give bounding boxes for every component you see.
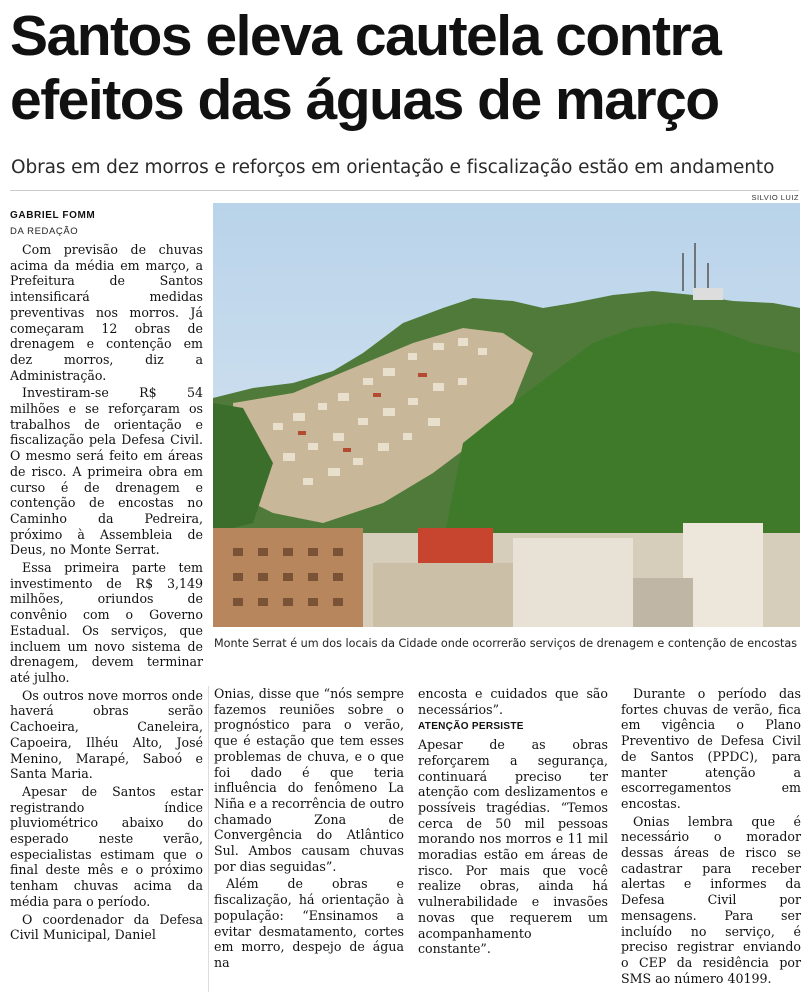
article-column-1	[10, 242, 203, 943]
article-column-3	[418, 686, 608, 957]
photo-caption: Monte Serrat é um dos locais da Cidade onde ocorrerão serviços de drenagem e contenção de encostas	[214, 637, 798, 650]
hilltop-building	[693, 288, 723, 300]
byline: GABRIEL FOMM	[10, 210, 96, 221]
paragraph: Com previsão de chuvas acima da média em março, a Prefeitura de Santos intensificará medidas preventivas nos morros. Já começaram 12 obras de drenagem e contenção em dez morros, diz a Administração.	[10, 242, 203, 383]
byline-desk: DA REDAÇÃO	[10, 226, 79, 237]
paragraph: Onias, disse que “nós sempre fazemos reuniões sobre o prognóstico para o verão, que é estação que tem esses problemas de chuva, e o que foi dado é que teria influência do fenômeno La Niña e a recorrência de outro chamado Zona de Convergência do Atlântico Sul. Ambos causam chuvas por dias seguidas”.	[214, 686, 404, 874]
article-photo	[213, 203, 800, 627]
building-low	[633, 578, 693, 627]
hillside-city-illustration	[213, 203, 800, 627]
deck-divider	[10, 190, 799, 191]
paragraph: O coordenador da Defesa Civil Municipal, Daniel	[10, 911, 203, 943]
section-subhead: ATENÇÃO PERSISTE	[418, 721, 524, 733]
deck-subtitle: Obras em dez morros e reforços em orientação e fiscalização estão em andamento	[11, 157, 775, 178]
building-red	[418, 528, 493, 568]
building-mid	[373, 563, 513, 627]
paragraph: Os outros nove morros onde haverá obras serão Cachoeira, Caneleira, Capoeira, Ilhéu Alto, José Menino, Marapé, Saboó e Santa Maria.	[10, 687, 203, 782]
building-white	[513, 538, 633, 627]
paragraph: Apesar de Santos estar registrando índice pluviométrico abaixo do esperado neste verão, especialistas estimam que o final deste mês e o próximo tenham chuvas acima da média para o período.	[10, 783, 203, 909]
paragraph: Durante o período das fortes chuvas de verão, fica em vigência o Plano Preventivo de Defesa Civil de Santos (PPDC), para manter atenção a escorregamentos em encostas.	[621, 686, 801, 811]
article-column-4	[621, 686, 801, 986]
building-tall	[683, 523, 763, 627]
paragraph: Investiram-se R$ 54 milhões e se reforçaram os trabalhos de orientação e fiscalização pela Defesa Civil. O mesmo será feito em áreas de risco. A primeira obra em curso é de drenagem e contenção de encostas no Caminho da Pedreira, próximo à Assembleia de Deus, no Monte Serrat.	[10, 385, 203, 558]
article-column-2	[214, 686, 404, 971]
paragraph: Essa primeira parte tem investimento de R$ 3,149 milhões, oriundos de convênio com o Governo Estadual. Os serviços, que incluem um novo sistema de drenagem, devem terminar até julho.	[10, 560, 203, 685]
headline-line-1: Santos eleva cautela contra	[10, 4, 721, 68]
paragraph: encosta e cuidados que são necessários”.	[418, 686, 608, 717]
column-divider	[208, 686, 209, 992]
headline-line-2: efeitos das águas de março	[10, 68, 719, 132]
paragraph: Apesar de as obras reforçarem a segurança, continuará preciso ter atenção com deslizamentos e possíveis tragédias. “Temos cerca de 50 mil pessoas morando nos morros e 11 mil moradias estão em áreas de risco. Por mais que você realize obras, ainda há vulnerabilidade e invasões novas que requerem um acompanhamento constante”.	[418, 737, 608, 957]
headline	[10, 4, 800, 132]
photo-credit: SILVIO LUIZ	[751, 193, 799, 202]
paragraph: Onias lembra que é necessário o morador dessas áreas de risco se cadastrar para receber alertas e informes da Defesa Civil por mensagens. Para ser incluído no serviço, é preciso registrar enviando o CEP da residência por SMS ao número 40199.	[621, 813, 801, 986]
paragraph: Além de obras e fiscalização, há orientação à população: “Ensinamos a evitar desmatamento, cortes em morro, despejo de água na	[214, 876, 404, 970]
